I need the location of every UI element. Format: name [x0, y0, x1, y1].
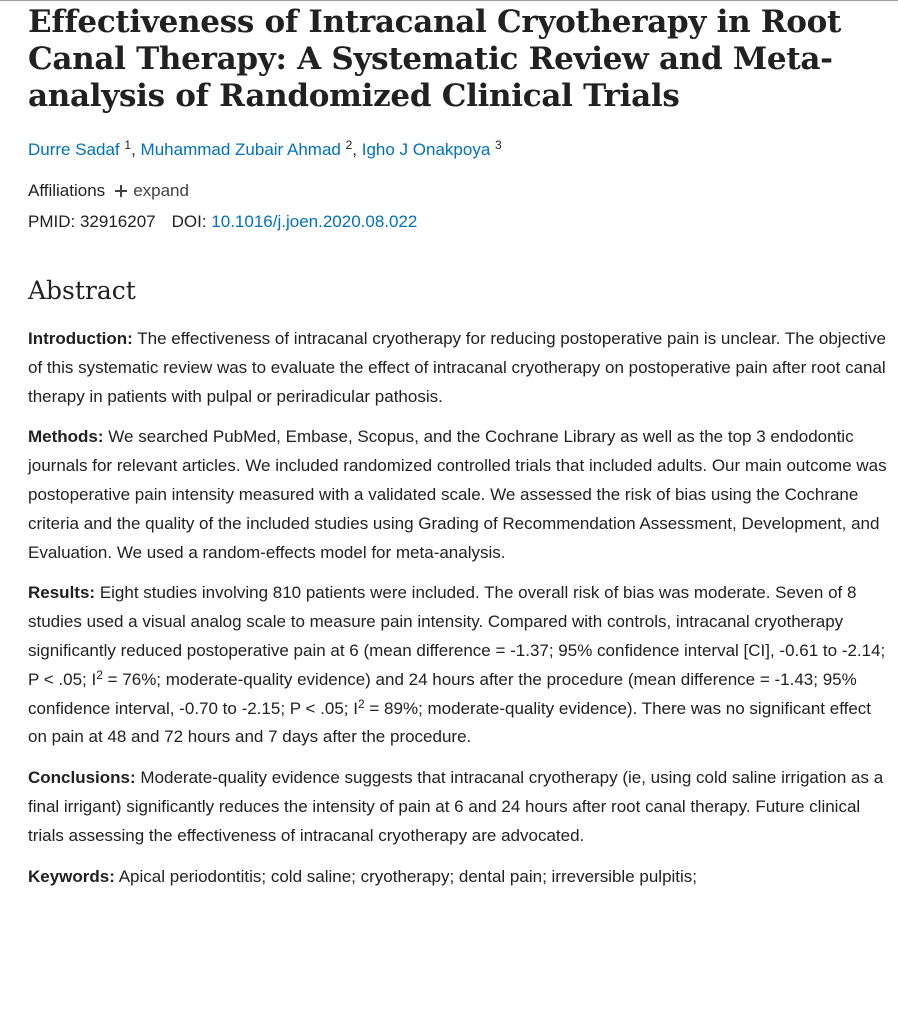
superscript: 2 [357, 696, 365, 711]
affiliations-expand-button[interactable] [115, 179, 189, 203]
author-link-2[interactable] [141, 140, 353, 159]
author-affiliation-ref[interactable]: 3 [495, 138, 502, 152]
pmid-value: 32916207 [79, 212, 156, 231]
section-label: Introduction: [28, 329, 133, 348]
section-label: Keywords: [28, 866, 115, 886]
author-name: Igho J Onakpoya [361, 140, 491, 159]
pmid-label: PMID: [28, 212, 76, 231]
author-affiliation-ref[interactable]: 2 [345, 138, 353, 152]
article-title: Effectiveness of Intracanal Cryotherapy in Root Canal Therapy: A Systematic Review and Meta-analysis of Randomized Clinical Trials [28, 4, 842, 114]
abstract-keywords [28, 863, 888, 892]
doi-link[interactable]: 10.1016/j.joen.2020.08.022 [211, 212, 418, 231]
author-separator: , [131, 140, 141, 159]
abstract-conclusions [28, 764, 888, 850]
superscript: 2 [96, 667, 103, 682]
section-text: = 89%; moderate-quality evidence). There was no significant effect on pain at 48 and 72 hours and 7 days after the procedure. [28, 698, 872, 747]
expand-label: expand [133, 181, 189, 200]
affiliations-row [28, 179, 888, 203]
author-link-1[interactable] [28, 140, 131, 159]
identifiers-row [28, 210, 888, 234]
section-text: Eight studies involving 810 patients were included. The overall risk of bias was moderate. Seven of 8 studies used a visual analog scale to measure pain intensity. Compared with controls, intracanal cryotherapy significantly reduced postoperative pain at 6 (mean difference = -1.37; 95% confidence interval [CI], -0.61 to -2.14; P < .05; I [28, 583, 886, 689]
author-separator: , [352, 140, 362, 159]
affiliations-label: Affiliations [28, 181, 106, 200]
section-text: Moderate-quality evidence suggests that intracanal cryotherapy (ie, using cold saline irrigation as a final irrigant) significantly reduces the intensity of pain at 6 and 24 hours after root canal therapy. Future clinical trials assessing the effectiveness of intracanal cryotherapy are advocated. [28, 768, 884, 845]
section-label: Methods: [28, 427, 104, 447]
section-label: Results: [28, 583, 96, 603]
author-name: Muhammad Zubair Ahmad [140, 140, 341, 159]
plus-icon [115, 185, 127, 197]
author-list [28, 138, 888, 162]
abstract-methods [28, 423, 888, 567]
section-text: We searched PubMed, Embase, Scopus, and the Cochrane Library as well as the top 3 endodontic journals for relevant articles. We included randomized controlled trials that included adults. Our main outcome was postoperative pain intensity measured with a validated scale. We assessed the risk of bias using the Cochrane criteria and the quality of the included studies using Grading of Recommendation Assessment, Development, and Evaluation. We used a random-effects model for meta-analysis. [28, 427, 887, 562]
abstract-heading: Abstract [28, 276, 136, 305]
section-text: The effectiveness of intracanal cryotherapy for reducing postoperative pain is unclear. The objective of this systematic review was to evaluate the effect of intracanal cryotherapy on postoperative pain after root canal therapy in patients with pulpal or periradicular pathosis. [28, 329, 886, 406]
author-affiliation-ref[interactable]: 1 [124, 138, 132, 152]
author-link-3[interactable] [362, 140, 502, 159]
doi-label: DOI: [171, 212, 207, 231]
section-text: Apical periodontitis; cold saline; cryotherapy; dental pain; irreversible pulpitis; [118, 866, 698, 886]
abstract-results [28, 579, 888, 752]
article-content [28, 0, 888, 891]
section-label: Conclusions: [28, 768, 136, 788]
abstract-introduction [28, 325, 888, 411]
author-name: Durre Sadaf [28, 140, 120, 159]
section-text: = 76%; moderate-quality evidence) and 24 hours after the procedure (mean difference = -1.43; 95% confidence interval, -0.70 to -2.15; P < .05; I [28, 669, 857, 718]
